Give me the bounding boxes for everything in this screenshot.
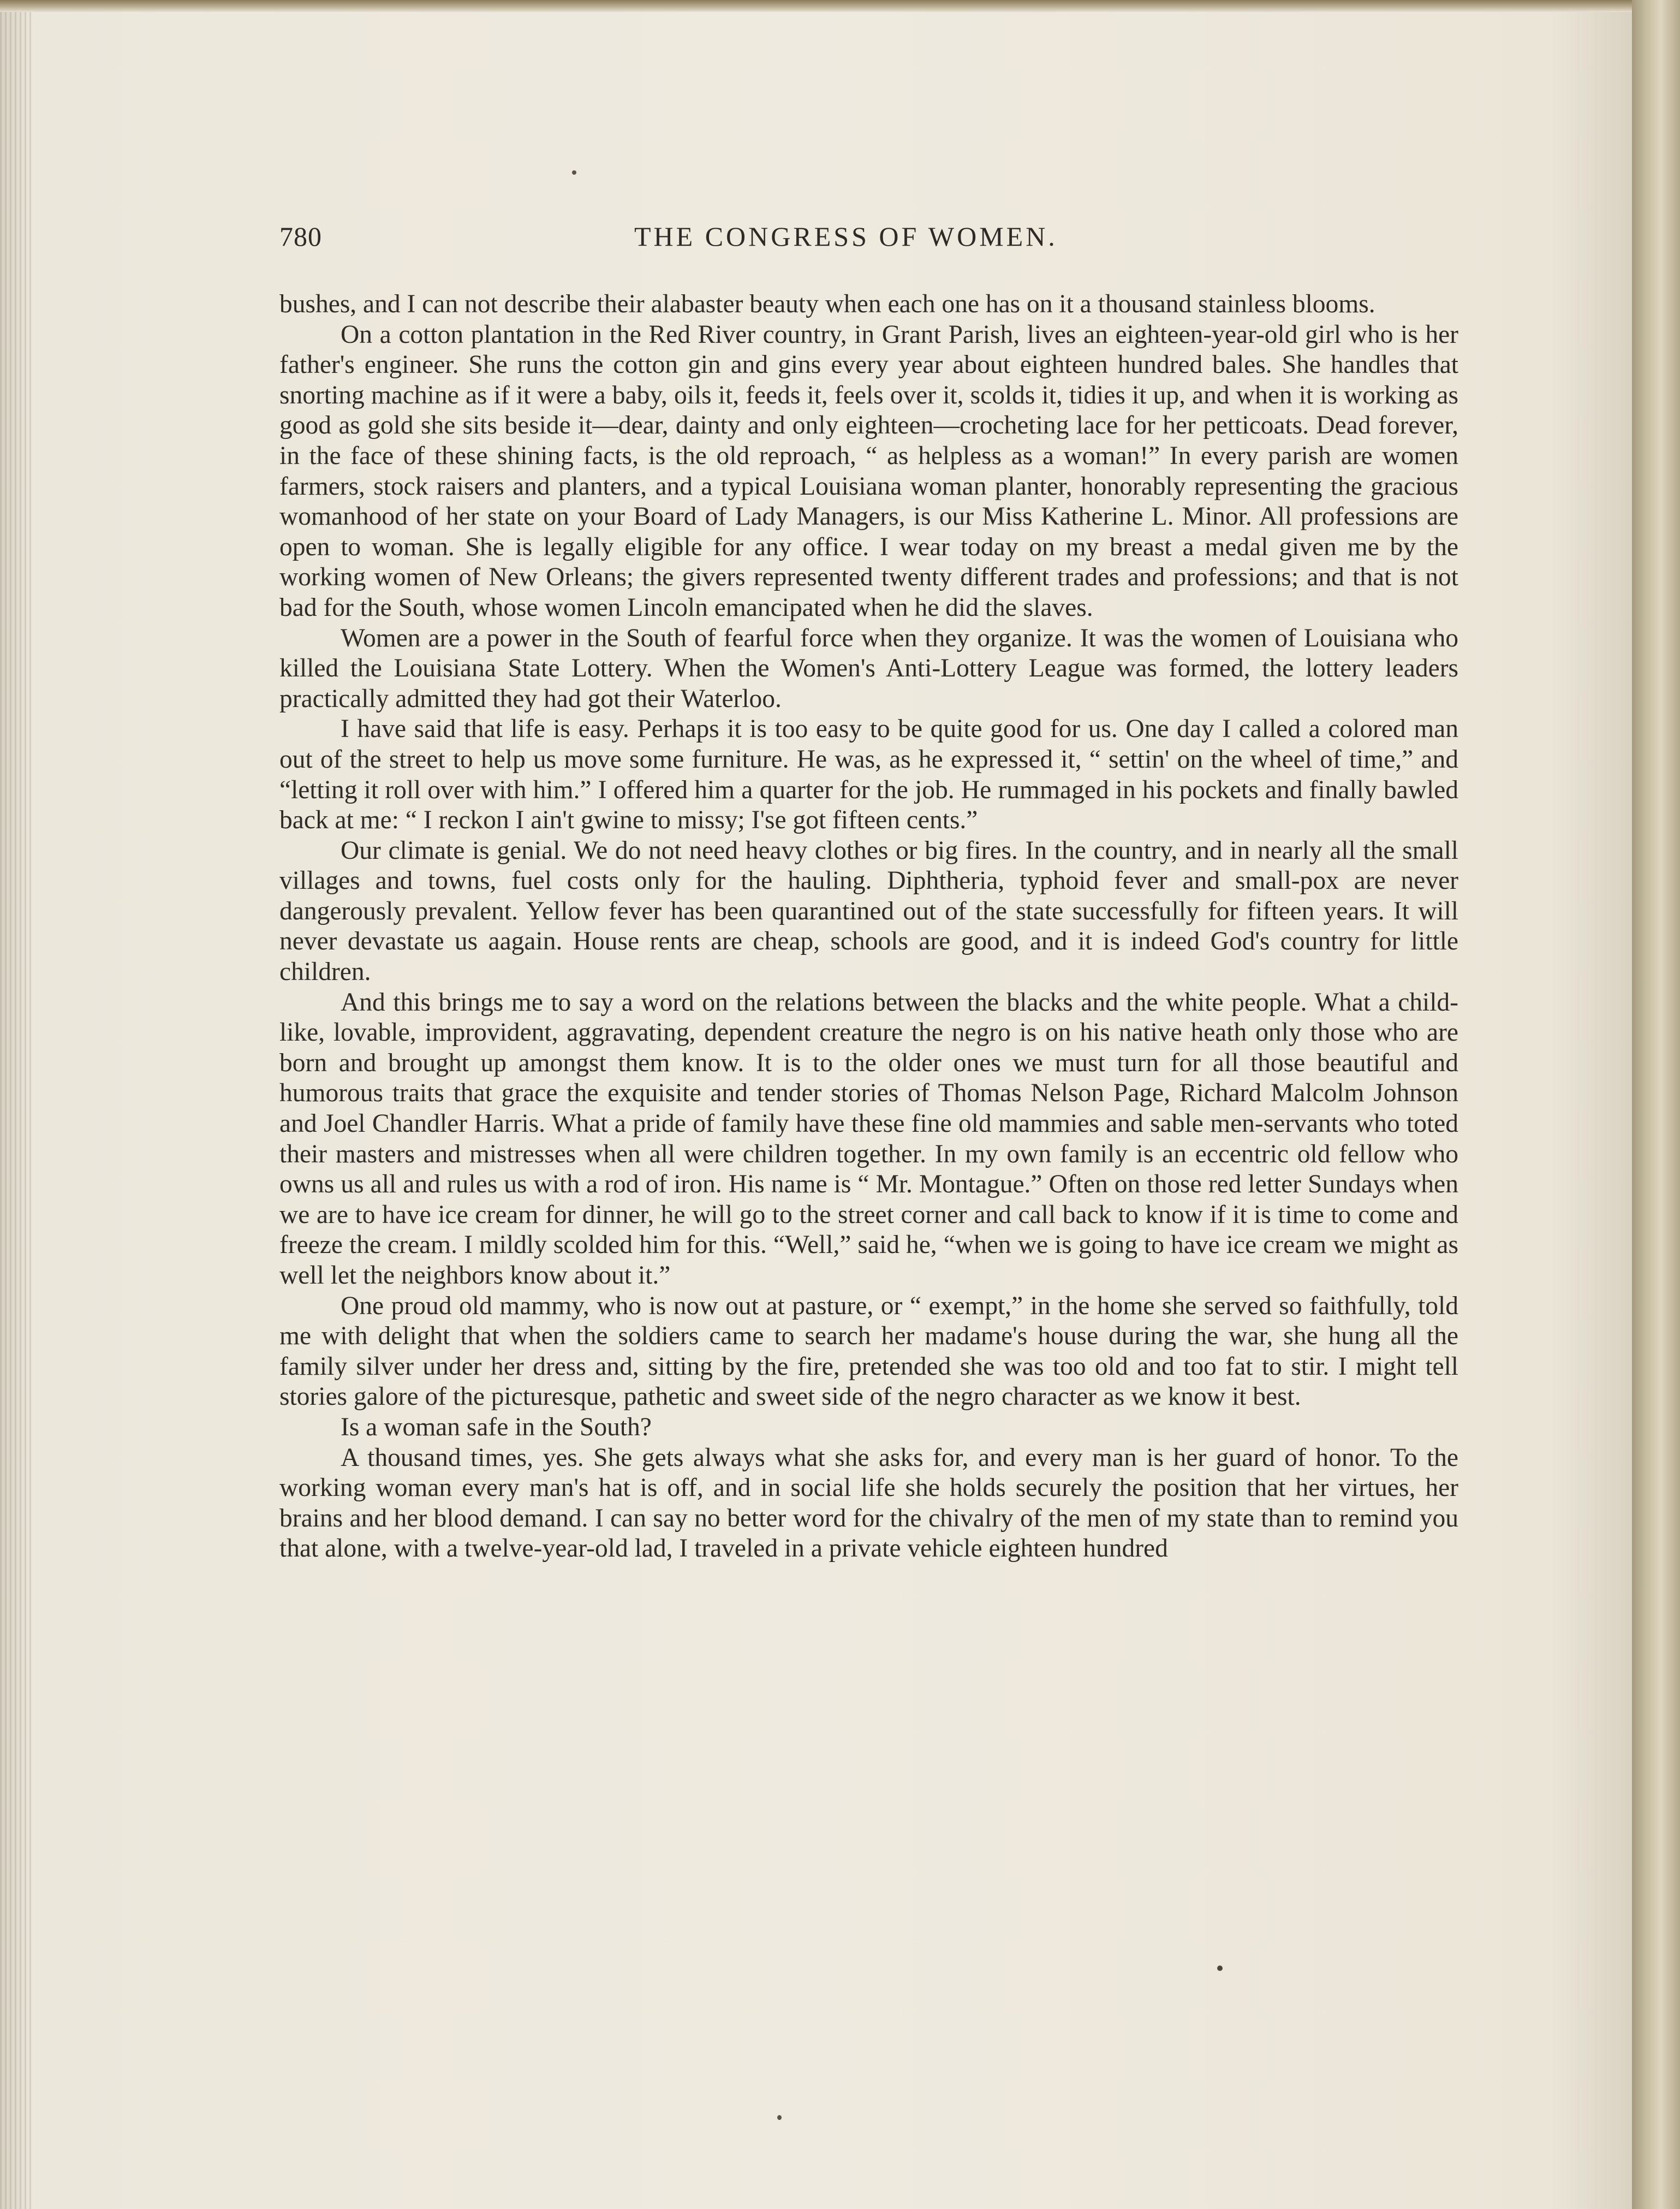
paragraph: I have said that life is easy. Perhaps it is too easy to be quite good for us. One day I called a colored man out of the street to help us move some furniture. He was, as he expressed it, “ settin' on the wheel of time,” and “letting it roll over with him.” I offered him a quarter for the job. He rummaged in his pockets and finally bawled back at me: “ I reckon I ain't gwine to missy; I'se got fifteen cents.” [279,715,1458,835]
running-title: THE CONGRESS OF WOMEN. [634,221,1058,252]
page-top-edge [0,0,1680,12]
page-number: 780 [279,221,322,252]
page-binding-shadow [0,0,33,2209]
paragraph: Women are a power in the South of fearful force when they organize. It was the women of Louisiana who killed the Louisiana State Lottery. When the Women's Anti-Lottery League was formed, the lottery leaders practically admitted they had got their Waterloo. [279,623,1458,713]
paragraph: A thousand times, yes. She gets always what she asks for, and every man is her guard of honor. To the working woman every man's hat is off, and in social life she holds securely the position that her virtues, her brains and her blood demand. I can say no better word for the chivalry of the men of my state than to remind you that alone, with a twelve-year-old lad, I traveled in a private vehicle eighteen hundred [279,1443,1458,1563]
paragraph: Is a woman safe in the South? [341,1412,652,1441]
body-text [279,289,1458,1564]
paragraph: On a cotton plantation in the Red River country, in Grant Parish, lives an eighteen-year-old girl who is her father's engineer. She runs the cotton gin and gins every year about eighteen hundred bales. She handles that snorting machine as if it were a baby, oils it, feeds it, feels over it, scolds it, tidies it up, and when it is working as good as gold she sits beside it—dear, dainty and only eighteen—crocheting lace for her petticoats. Dead forever, in the face of these shining facts, is the old reproach, “ as helpless as a woman!” In every parish are women farmers, stock raisers and planters, and a typical Louisiana woman planter, honorably representing the gracious womanhood of her state on your Board of Lady Managers, is our Miss Katherine L. Minor. All professions are open to woman. She is legally eligible for any office. I wear today on my breast a medal given me by the working women of New Orleans; the givers represented twenty different trades and professions; and that is not bad for the South, whose women Lincoln emancipated when he did the slaves. [279,320,1458,622]
paper-speck [777,2115,782,2120]
paper-speck [572,170,576,175]
page-right-edge [1632,0,1680,2209]
paper-speck [1217,1965,1223,1971]
page-header [279,221,1458,264]
paragraph: Our climate is genial. We do not need heavy clothes or big fires. In the country, and in nearly all the small villages and towns, fuel costs only for the hauling. Diphtheria, typhoid fever and small-pox are never dangerously prevalent. Yellow fever has been quarantined out of the state successfully for fifteen years. It will never devastate us aagain. House rents are cheap, schools are good, and it is indeed God's country for little children. [279,836,1458,987]
paragraph: One proud old mammy, who is now out at pasture, or “ exempt,” in the home she served so faithfully, told me with delight that when the soldiers came to search her madame's house during the war, she hung all the family silver under her dress and, sitting by the fire, pretended she was too old and too fat to stir. I might tell stories galore of the picturesque, pathetic and sweet side of the negro character as we know it best. [279,1291,1458,1411]
paragraph: And this brings me to say a word on the relations between the blacks and the white people. What a child-like, lovable, improvident, aggravating, dependent creature the negro is on his native heath only those who are born and brought up amongst them know. It is to the older ones we must turn for all those beautiful and humorous traits that grace the exquisite and tender stories of Thomas Nelson Page, Richard Malcolm Johnson and Joel Chandler Harris. What a pride of family have these fine old mammies and sable men-servants who toted their masters and mistresses when all were children together. In my own family is an eccentric old fellow who owns us all and rules us with a rod of iron. His name is “ Mr. Montague.” Often on those red letter Sundays when we are to have ice cream for dinner, he will go to the street corner and call back to know if it is time to come and freeze the cream. I mildly scolded him for this. “Well,” said he, “when we is going to have ice cream we might as well let the neighbors know about it.” [279,988,1458,1290]
paragraph: bushes, and I can not describe their alabaster beauty when each one has on it a thousand stainless blooms. [279,290,1375,318]
